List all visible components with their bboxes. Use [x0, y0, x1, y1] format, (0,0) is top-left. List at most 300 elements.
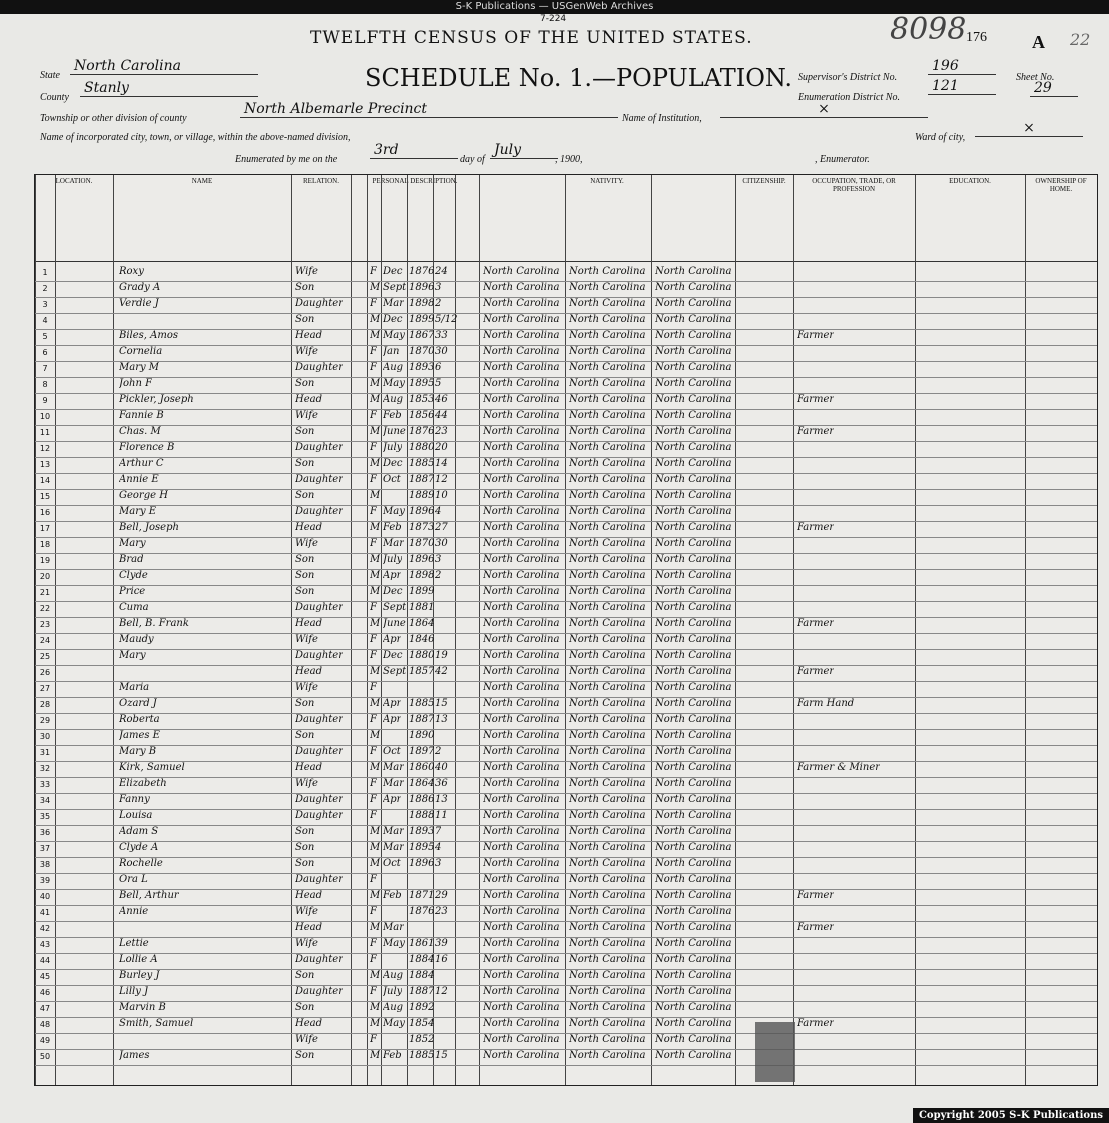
birth-year: 1857 — [409, 666, 435, 677]
row-number: 26 — [39, 668, 51, 677]
relation: Daughter — [295, 714, 343, 725]
occupation: Farmer — [797, 1018, 835, 1029]
mother-birthplace: North Carolina — [655, 1034, 732, 1045]
birth-month: Mar — [383, 778, 404, 789]
person-name: Price — [119, 586, 146, 597]
relation: Son — [295, 586, 315, 597]
birth-year: 1870 — [409, 346, 435, 357]
group-occupation: OCCUPATION, TRADE, OR PROFESSION — [793, 175, 916, 261]
person-name: Louisa — [119, 810, 153, 821]
row-number: 25 — [39, 652, 51, 661]
father-birthplace: North Carolina — [569, 874, 646, 885]
birthplace: North Carolina — [483, 554, 560, 565]
row-number: 42 — [39, 924, 51, 933]
birthplace: North Carolina — [483, 506, 560, 517]
relation: Head — [295, 522, 323, 533]
relation: Daughter — [295, 810, 343, 821]
relation: Son — [295, 426, 315, 437]
birth-month: June — [383, 426, 406, 437]
relation: Son — [295, 730, 315, 741]
census-row — [35, 761, 1097, 778]
census-row — [35, 601, 1097, 618]
sex: F — [370, 474, 377, 485]
group-location: LOCATION. — [35, 175, 114, 261]
age: 13 — [435, 714, 448, 725]
occupation: Farmer — [797, 330, 835, 341]
birth-month: Dec — [383, 458, 403, 469]
person-name: Lettie — [119, 938, 149, 949]
sex: M — [370, 666, 381, 677]
father-birthplace: North Carolina — [569, 442, 646, 453]
father-birthplace: North Carolina — [569, 826, 646, 837]
census-row — [35, 489, 1097, 506]
archive-banner: S-K Publications — USGenWeb Archives — [0, 0, 1109, 14]
mother-birthplace: North Carolina — [655, 778, 732, 789]
birth-year: 1892 — [409, 1002, 435, 1013]
relation: Son — [295, 698, 315, 709]
occupation: Farmer — [797, 426, 835, 437]
father-birthplace: North Carolina — [569, 650, 646, 661]
sex: F — [370, 538, 377, 549]
age: 19 — [435, 650, 448, 661]
person-name: Bell, Arthur — [119, 890, 179, 901]
mother-birthplace: North Carolina — [655, 618, 732, 629]
census-row — [35, 681, 1097, 698]
mother-birthplace: North Carolina — [655, 1018, 732, 1029]
birth-month: May — [383, 330, 405, 341]
census-row — [35, 649, 1097, 666]
sex: M — [370, 890, 381, 901]
birth-year: 1861 — [409, 938, 435, 949]
birthplace: North Carolina — [483, 586, 560, 597]
relation: Wife — [295, 410, 318, 421]
mother-birthplace: North Carolina — [655, 714, 732, 725]
mother-birthplace: North Carolina — [655, 810, 732, 821]
sex: M — [370, 330, 381, 341]
relation: Head — [295, 666, 323, 677]
mother-birthplace: North Carolina — [655, 346, 732, 357]
mother-birthplace: North Carolina — [655, 506, 732, 517]
age: 42 — [435, 666, 448, 677]
township-value: North Albemarle Precinct — [240, 101, 618, 118]
birthplace: North Carolina — [483, 314, 560, 325]
mother-birthplace: North Carolina — [655, 1002, 732, 1013]
birth-year: 1880 — [409, 650, 435, 661]
age: 46 — [435, 394, 448, 405]
age: 15 — [435, 1050, 448, 1061]
census-row — [35, 409, 1097, 426]
age: 44 — [435, 410, 448, 421]
mother-birthplace: North Carolina — [655, 890, 732, 901]
sex: M — [370, 618, 381, 629]
birth-year: 1896 — [409, 282, 435, 293]
occupation: Farmer — [797, 522, 835, 533]
census-row — [35, 857, 1097, 874]
sex: M — [370, 730, 381, 741]
mother-birthplace: North Carolina — [655, 362, 732, 373]
row-number: 23 — [39, 620, 51, 629]
birth-month: July — [383, 554, 403, 565]
row-number: 12 — [39, 444, 51, 453]
person-name: Florence B — [119, 442, 175, 453]
year-label: , 1900, — [555, 154, 583, 165]
census-row — [35, 457, 1097, 474]
birthplace: North Carolina — [483, 986, 560, 997]
birth-month: Apr — [383, 570, 402, 581]
census-row — [35, 569, 1097, 586]
mother-birthplace: North Carolina — [655, 266, 732, 277]
mother-birthplace: North Carolina — [655, 762, 732, 773]
birthplace: North Carolina — [483, 522, 560, 533]
person-name: Annie E — [119, 474, 159, 485]
age: 30 — [435, 538, 448, 549]
father-birthplace: North Carolina — [569, 394, 646, 405]
father-birthplace: North Carolina — [569, 906, 646, 917]
person-name: Adam S — [119, 826, 159, 837]
birthplace: North Carolina — [483, 426, 560, 437]
row-number: 38 — [39, 860, 51, 869]
census-row — [35, 361, 1097, 378]
person-name: Bell, B. Frank — [119, 618, 189, 629]
age: 39 — [435, 938, 448, 949]
sex: M — [370, 1018, 381, 1029]
row-number: 1 — [42, 268, 48, 277]
father-birthplace: North Carolina — [569, 474, 646, 485]
age: 2 — [435, 298, 442, 309]
sex: M — [370, 1050, 381, 1061]
person-name: Smith, Samuel — [119, 1018, 194, 1029]
mother-birthplace: North Carolina — [655, 442, 732, 453]
birthplace: North Carolina — [483, 970, 560, 981]
birth-year: 1888 — [409, 810, 435, 821]
birth-year: 1870 — [409, 538, 435, 549]
birth-year: 1893 — [409, 826, 435, 837]
sex: M — [370, 858, 381, 869]
sex: M — [370, 922, 381, 933]
occupation: Farmer — [797, 922, 835, 933]
relation: Son — [295, 858, 315, 869]
relation: Daughter — [295, 474, 343, 485]
relation: Son — [295, 570, 315, 581]
row-number: 8 — [42, 380, 48, 389]
father-birthplace: North Carolina — [569, 490, 646, 501]
person-name: Pickler, Joseph — [119, 394, 194, 405]
father-birthplace: North Carolina — [569, 554, 646, 565]
father-birthplace: North Carolina — [569, 522, 646, 533]
birthplace: North Carolina — [483, 906, 560, 917]
person-name: Ora L — [119, 874, 148, 885]
census-row — [35, 425, 1097, 442]
group-education: EDUCATION. — [915, 175, 1026, 261]
occupation: Farmer — [797, 666, 835, 677]
row-number: 49 — [39, 1036, 51, 1045]
mother-birthplace: North Carolina — [655, 394, 732, 405]
sex: M — [370, 1002, 381, 1013]
age: 15 — [435, 698, 448, 709]
state-value: North Carolina — [70, 58, 258, 75]
relation: Daughter — [295, 746, 343, 757]
birthplace: North Carolina — [483, 442, 560, 453]
age: 3 — [435, 858, 442, 869]
relation: Daughter — [295, 954, 343, 965]
row-number: 41 — [39, 908, 51, 917]
relation: Son — [295, 970, 315, 981]
row-number: 32 — [39, 764, 51, 773]
birth-year: 1884 — [409, 954, 435, 965]
age: 13 — [435, 794, 448, 805]
county-value: Stanly — [80, 80, 258, 97]
sex: M — [370, 282, 381, 293]
birthplace: North Carolina — [483, 938, 560, 949]
sex: M — [370, 490, 381, 501]
person-name: Grady A — [119, 282, 161, 293]
sex: F — [370, 714, 377, 725]
person-name: Mary B — [119, 746, 157, 757]
enumeration-value: 121 — [928, 78, 996, 95]
relation: Son — [295, 1050, 315, 1061]
census-row — [35, 905, 1097, 922]
birthplace: North Carolina — [483, 1034, 560, 1045]
person-name: Roberta — [119, 714, 160, 725]
row-number: 3 — [42, 300, 48, 309]
census-row — [35, 985, 1097, 1002]
birth-month: Sept — [383, 602, 407, 613]
occupation: Farmer — [797, 618, 835, 629]
birth-year: 1885 — [409, 698, 435, 709]
row-number: 14 — [39, 476, 51, 485]
person-name: Arthur C — [119, 458, 164, 469]
age: 4 — [435, 842, 442, 853]
sex: F — [370, 410, 377, 421]
relation: Daughter — [295, 362, 343, 373]
birthplace: North Carolina — [483, 826, 560, 837]
row-number: 10 — [39, 412, 51, 421]
birthplace: North Carolina — [483, 810, 560, 821]
county-label: County — [40, 92, 69, 103]
birthplace: North Carolina — [483, 410, 560, 421]
relation: Head — [295, 618, 323, 629]
birthplace: North Carolina — [483, 858, 560, 869]
person-name: Fanny — [119, 794, 150, 805]
mother-birthplace: North Carolina — [655, 874, 732, 885]
month-value: July — [490, 142, 558, 159]
census-row — [35, 873, 1097, 890]
father-birthplace: North Carolina — [569, 922, 646, 933]
sex: F — [370, 682, 377, 693]
sex: F — [370, 442, 377, 453]
row-number: 29 — [39, 716, 51, 725]
birth-month: Aug — [383, 1002, 404, 1013]
row-number: 44 — [39, 956, 51, 965]
sex: F — [370, 602, 377, 613]
birthplace: North Carolina — [483, 394, 560, 405]
relation: Daughter — [295, 602, 343, 613]
census-row — [35, 265, 1097, 282]
father-birthplace: North Carolina — [569, 1034, 646, 1045]
sex: M — [370, 378, 381, 389]
person-name: Cuma — [119, 602, 149, 613]
person-name: Mary E — [119, 506, 157, 517]
birth-year: 1897 — [409, 746, 435, 757]
father-birthplace: North Carolina — [569, 986, 646, 997]
relation: Head — [295, 762, 323, 773]
census-row — [35, 345, 1097, 362]
birthplace: North Carolina — [483, 634, 560, 645]
father-birthplace: North Carolina — [569, 410, 646, 421]
ward-label: Ward of city, — [915, 132, 966, 143]
birth-month: July — [383, 442, 403, 453]
row-number: 33 — [39, 780, 51, 789]
father-birthplace: North Carolina — [569, 346, 646, 357]
form-number: 7-224 — [540, 14, 567, 24]
relation: Daughter — [295, 986, 343, 997]
sex: F — [370, 1034, 377, 1045]
census-row — [35, 921, 1097, 938]
census-row — [35, 377, 1097, 394]
census-row — [35, 441, 1097, 458]
person-name: Ozard J — [119, 698, 157, 709]
sex: M — [370, 314, 381, 325]
person-name: Mary M — [119, 362, 160, 373]
row-number: 36 — [39, 828, 51, 837]
birthplace: North Carolina — [483, 490, 560, 501]
age: 16 — [435, 954, 448, 965]
birthplace: North Carolina — [483, 650, 560, 661]
stamp-number: 8098 — [890, 12, 967, 47]
census-row — [35, 521, 1097, 538]
person-name: Clyde A — [119, 842, 159, 853]
birthplace: North Carolina — [483, 602, 560, 613]
census-row — [35, 553, 1097, 570]
sex: F — [370, 346, 377, 357]
row-number: 22 — [39, 604, 51, 613]
birth-year: 1880 — [409, 442, 435, 453]
birth-year: 1896 — [409, 506, 435, 517]
relation: Wife — [295, 682, 318, 693]
person-name: John F — [119, 378, 153, 389]
row-number: 9 — [42, 396, 48, 405]
person-name: Burley J — [119, 970, 160, 981]
birth-year: 1893 — [409, 362, 435, 373]
birth-year: 1887 — [409, 986, 435, 997]
birth-month: Mar — [383, 826, 404, 837]
row-number: 20 — [39, 572, 51, 581]
row-number: 6 — [42, 348, 48, 357]
father-birthplace: North Carolina — [569, 778, 646, 789]
age: 33 — [435, 330, 448, 341]
father-birthplace: North Carolina — [569, 938, 646, 949]
birth-month: Aug — [383, 394, 404, 405]
birth-month: Apr — [383, 634, 402, 645]
person-name: Rochelle — [119, 858, 163, 869]
person-name: Brad — [119, 554, 144, 565]
row-number: 46 — [39, 988, 51, 997]
row-number: 27 — [39, 684, 51, 693]
father-birthplace: North Carolina — [569, 698, 646, 709]
age: 6 — [435, 362, 442, 373]
person-name: Chas. M — [119, 426, 161, 437]
mother-birthplace: North Carolina — [655, 1050, 732, 1061]
sex: M — [370, 554, 381, 565]
census-row — [35, 537, 1097, 554]
relation: Head — [295, 1018, 323, 1029]
mother-birthplace: North Carolina — [655, 458, 732, 469]
birth-year: 1885 — [409, 1050, 435, 1061]
census-row — [35, 793, 1097, 810]
sex: M — [370, 570, 381, 581]
birth-month: Feb — [383, 1050, 402, 1061]
mother-birthplace: North Carolina — [655, 970, 732, 981]
sex: F — [370, 362, 377, 373]
census-row — [35, 777, 1097, 794]
father-birthplace: North Carolina — [569, 730, 646, 741]
birth-year: 1864 — [409, 778, 435, 789]
relation: Head — [295, 922, 323, 933]
supervisor-label: Supervisor's District No. — [798, 72, 898, 83]
birth-month: Dec — [383, 586, 403, 597]
father-birthplace: North Carolina — [569, 570, 646, 581]
person-name: Bell, Joseph — [119, 522, 179, 533]
mother-birthplace: North Carolina — [655, 746, 732, 757]
relation: Wife — [295, 346, 318, 357]
row-number: 31 — [39, 748, 51, 757]
father-birthplace: North Carolina — [569, 858, 646, 869]
person-name: Cornelia — [119, 346, 163, 357]
mother-birthplace: North Carolina — [655, 682, 732, 693]
father-birthplace: North Carolina — [569, 1050, 646, 1061]
sheet-label: Sheet No. — [1016, 72, 1055, 83]
birth-month: Dec — [383, 314, 403, 325]
census-row — [35, 825, 1097, 842]
mother-birthplace: North Carolina — [655, 330, 732, 341]
mother-birthplace: North Carolina — [655, 586, 732, 597]
relation: Son — [295, 1002, 315, 1013]
mother-birthplace: North Carolina — [655, 538, 732, 549]
occupation: Farm Hand — [797, 698, 855, 709]
age: 23 — [435, 906, 448, 917]
mother-birthplace: North Carolina — [655, 570, 732, 581]
relation: Daughter — [295, 506, 343, 517]
birthplace: North Carolina — [483, 842, 560, 853]
father-birthplace: North Carolina — [569, 714, 646, 725]
birth-month: Aug — [383, 362, 404, 373]
birth-year: 1871 — [409, 890, 435, 901]
mother-birthplace: North Carolina — [655, 490, 732, 501]
census-row — [35, 809, 1097, 826]
person-name: Maria — [119, 682, 150, 693]
census-row — [35, 313, 1097, 330]
population-table — [34, 174, 1098, 1086]
birth-month: Apr — [383, 698, 402, 709]
father-birthplace: North Carolina — [569, 1018, 646, 1029]
birth-year: 1886 — [409, 794, 435, 805]
relation: Wife — [295, 538, 318, 549]
birth-month: Aug — [383, 970, 404, 981]
row-number: 39 — [39, 876, 51, 885]
mother-birthplace: North Carolina — [655, 842, 732, 853]
age: 29 — [435, 890, 448, 901]
birth-month: May — [383, 1018, 405, 1029]
father-birthplace: North Carolina — [569, 330, 646, 341]
relation: Son — [295, 314, 315, 325]
sex: F — [370, 938, 377, 949]
age: 40 — [435, 762, 448, 773]
person-name: Roxy — [119, 266, 144, 277]
birth-month: Sept — [383, 282, 407, 293]
relation: Head — [295, 890, 323, 901]
relation: Son — [295, 282, 315, 293]
mother-birthplace: North Carolina — [655, 378, 732, 389]
